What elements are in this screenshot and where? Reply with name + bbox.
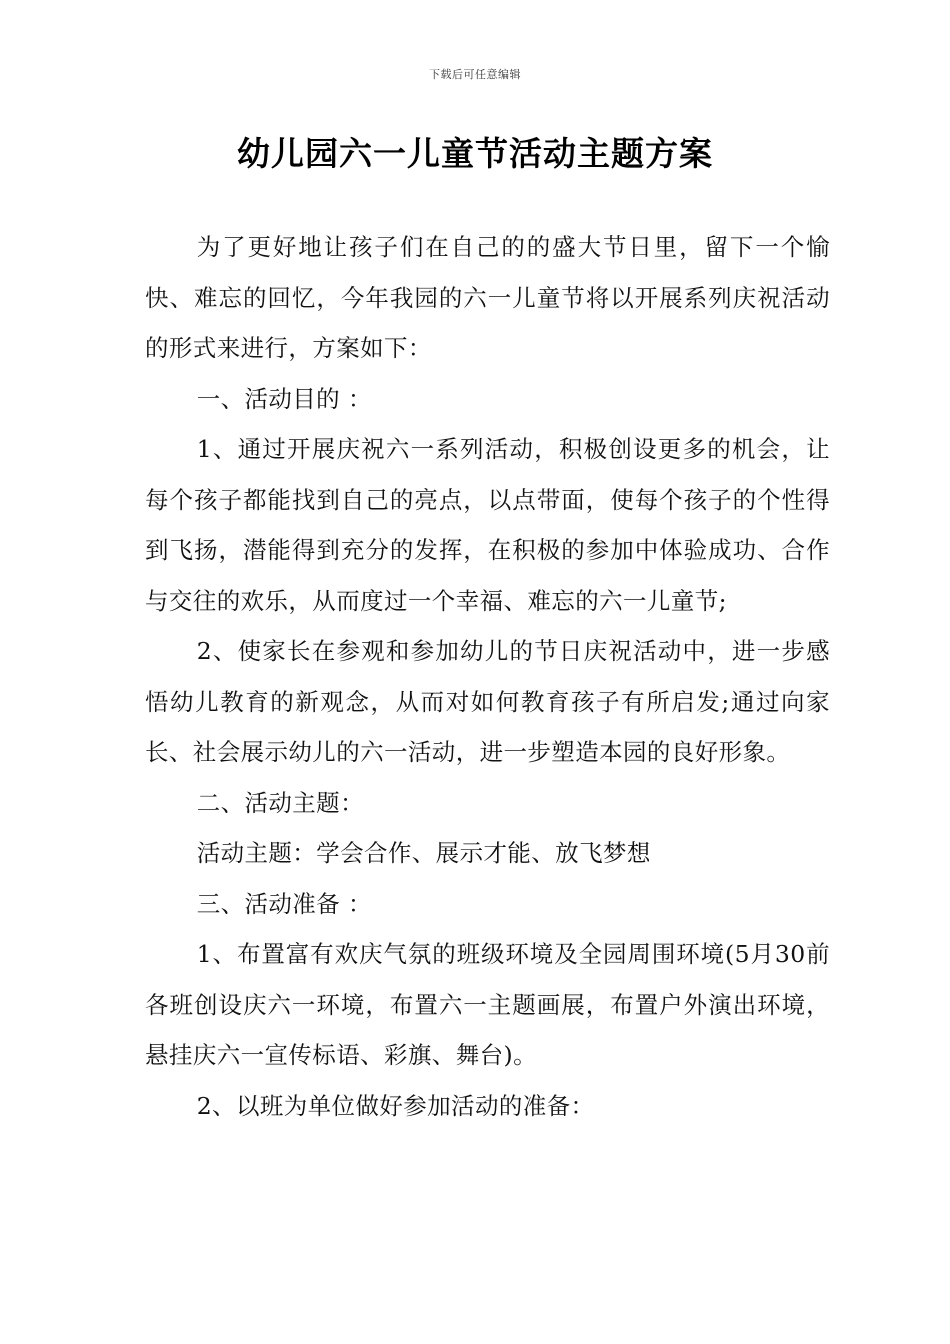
document-title: 幼儿园六一儿童节活动主题方案	[237, 134, 713, 173]
paragraph-purpose-2: 2、使家长在参观和参加幼儿的节日庆祝活动中，进一步感悟幼儿教育的新观念，从而对如何教育孩子有所启发;通过向家长、社会展示幼儿的六一活动，进一步塑造本园的良好形象。	[145, 637, 830, 766]
header-note: 下载后可任意编辑	[429, 68, 521, 81]
section-heading-preparation: 三、活动准备 ：	[196, 889, 372, 918]
paragraph-theme: 活动主题：学会合作、展示才能、放飞梦想	[196, 839, 651, 867]
paragraph-preparation-2: 2、以班为单位做好参加活动的准备：	[196, 1091, 595, 1120]
document-body	[145, 222, 830, 1131]
paragraph-intro: 为了更好地让孩子们在自己的的盛大节日里，留下一个愉快、难忘的回忆，今年我园的六一儿童节将以开展系列庆祝活动的形式来进行，方案如下：	[145, 233, 830, 362]
section-heading-theme: 二、活动主题：	[196, 788, 364, 817]
paragraph-preparation-1: 1、布置富有欢庆气氛的班级环境及全园周围环境(5月30前各班创设庆六一环境，布置六一主题画展，布置户外演出环境，悬挂庆六一宣传标语、彩旗、舞台)。	[145, 940, 830, 1069]
paragraph-purpose-1: 1、通过开展庆祝六一系列活动，积极创设更多的机会，让每个孩子都能找到自己的亮点，以点带面，使每个孩子的个性得到飞扬，潜能得到充分的发挥，在积极的参加中体验成功、合作与交往的欢乐，从而度过一个幸福、难忘的六一儿童节;	[145, 435, 830, 615]
section-heading-purpose: 一、活动目的 ：	[196, 384, 372, 413]
